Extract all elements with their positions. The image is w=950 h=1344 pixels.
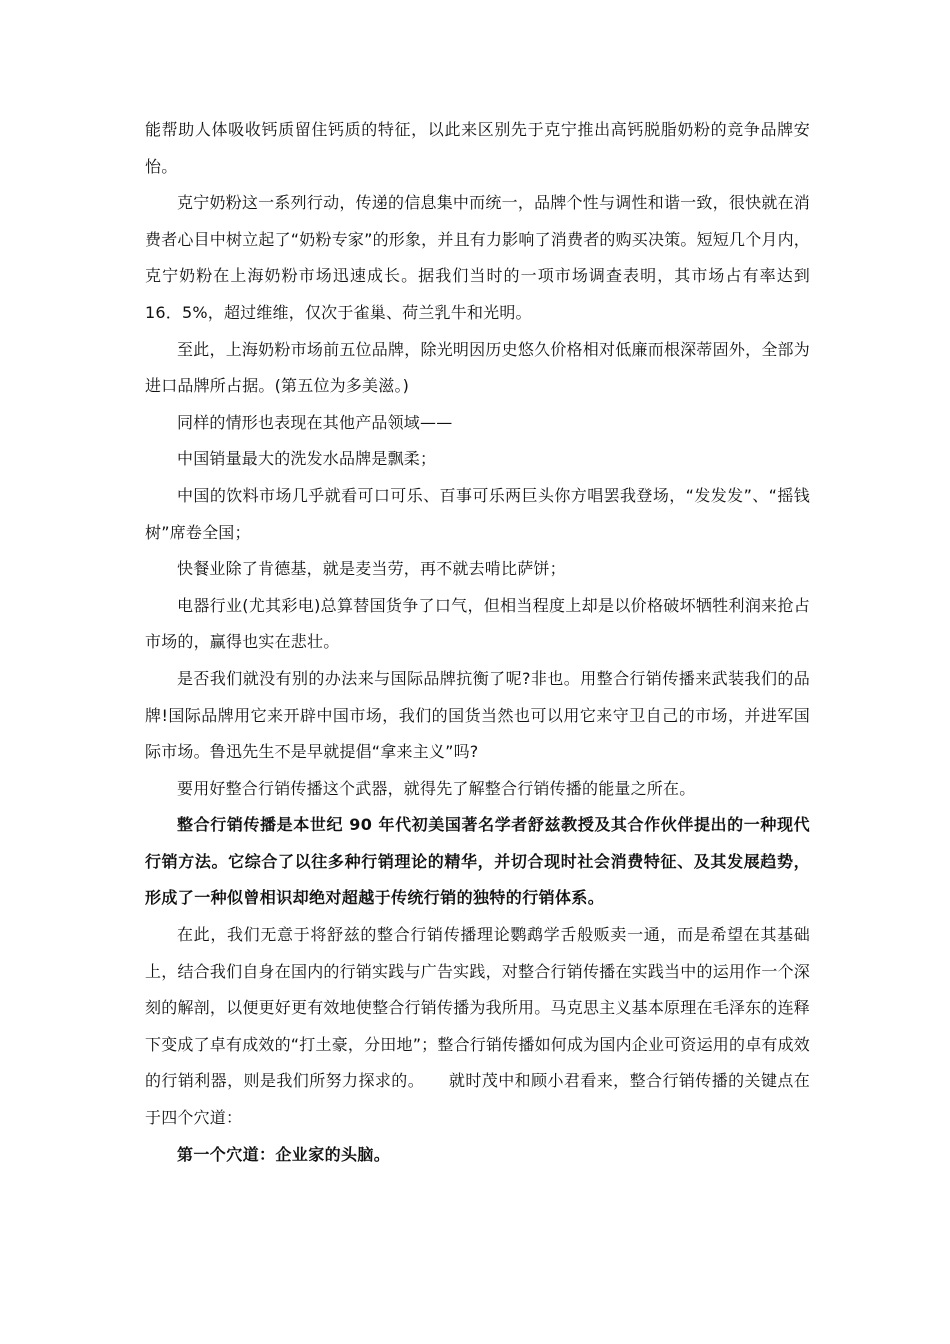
paragraph-5: 中国销量最大的洗发水品牌是飘柔； bbox=[177, 449, 437, 469]
paragraph-6: 中国的饮料市场几乎就看可口可乐、百事可乐两巨头你方唱罢我登场，“发发发”、“摇钱树”席卷全国； bbox=[145, 485, 810, 542]
paragraph-1: 能帮助人体吸收钙质留住钙质的特征，以此来区别先于克宁推出高钙脱脂奶粉的竞争品牌安怡。 bbox=[145, 120, 810, 176]
paragraph-4: 同样的情形也表现在其他产品领域—— bbox=[177, 412, 453, 432]
paragraph-8: 电器行业(尤其彩电)总算替国货争了口气，但相当程度上却是以价格破坏牺牲利润来抢占市场的，赢得也实在悲壮。 bbox=[145, 595, 810, 652]
paragraph-2: 克宁奶粉这一系列行动，传递的信息集中而统一，品牌个性与调性和谐一致，很快就在消费者心目中树立起了“奶粉专家”的形象，并且有力影响了消费者的购买决策。短短几个月内，克宁奶粉在上海奶粉市场迅速成长。据我们当时的一项市场调查表明，其市场占有率达到 16．5%，超过维维，仅次于雀巢、荷兰乳牛和光明。 bbox=[145, 193, 810, 322]
paragraph-10: 要用好整合行销传播这个武器，就得先了解整合行销传播的能量之所在。 bbox=[177, 778, 696, 798]
paragraph-9: 是否我们就没有别的办法来与国际品牌抗衡了呢?非也。用整合行销传播来武装我们的品牌!国际品牌用它来开辟中国市场，我们的国货当然也可以用它来守卫自己的市场，并进军国际市场。鲁迅先生不是早就提倡“拿来主义”吗? bbox=[145, 668, 810, 762]
paragraph-7: 快餐业除了肯德基，就是麦当劳，再不就去啃比萨饼； bbox=[177, 559, 566, 579]
document-body bbox=[145, 112, 810, 1173]
section-heading-first-point: 第一个穴道：企业家的头脑。 bbox=[177, 1144, 391, 1164]
paragraph-3: 至此，上海奶粉市场前五位品牌，除光明因历史悠久价格相对低廉而根深蒂固外，全部为进口品牌所占据。(第五位为多美滋。) bbox=[145, 339, 810, 396]
paragraph-12: 在此，我们无意于将舒兹的整合行销传播理论鹦鹉学舌般贩卖一通，而是希望在其基础上，结合我们自身在国内的行销实践与广告实践，对整合行销传播在实践当中的运用作一个深刻的解剖，以便更好更有效地使整合行销传播为我所用。马克思主义基本原理在毛泽东的连释下变成了卓有成效的“打土豪，分田地”；整合行销传播如何成为国内企业可资运用的卓有成效的行销利器，则是我们所努力探求的。 就时茂中和顾小君看来，整合行销传播的关键点在于四个穴道： bbox=[145, 925, 810, 1128]
paragraph-11-bold: 整合行销传播是本世纪 90 年代初美国著名学者舒兹教授及其合作伙伴提出的一种现代行销方法。它综合了以往多种行销理论的精华，并切合现时社会消费特征、及其发展趋势，形成了一种似曾相识却绝对超越于传统行销的独特的行销体系。 bbox=[145, 815, 810, 908]
